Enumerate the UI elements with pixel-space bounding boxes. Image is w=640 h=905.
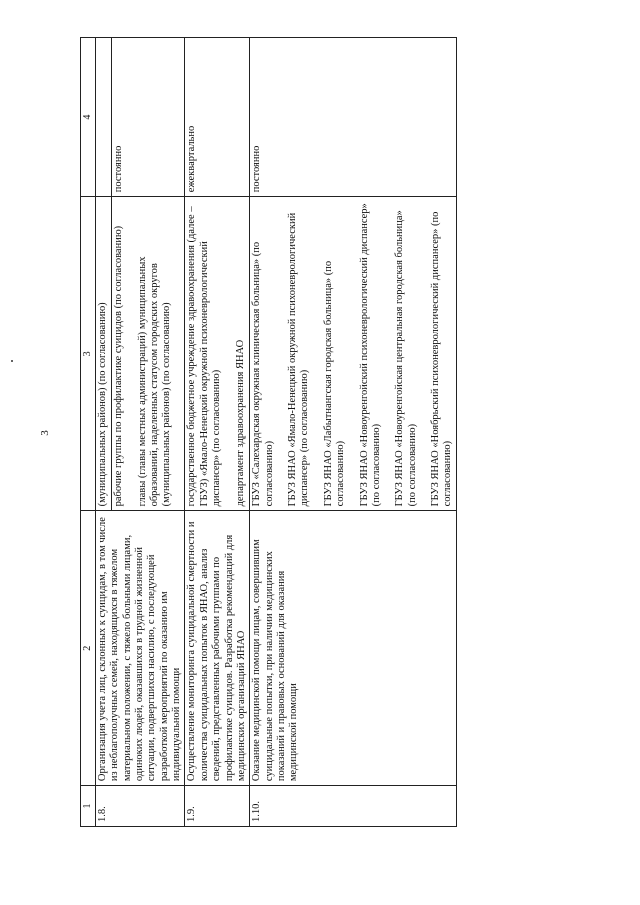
table-row — [95, 38, 112, 827]
header-col-3: 3 — [81, 197, 96, 511]
table-row — [185, 38, 250, 827]
executor-item: государственное бюджетное учреждение здравоохранения (далее – ГБУЗ) «Ямало-Ненецкий окружной психоневрологический диспансер» (по согласованию) — [186, 206, 223, 507]
row-number: 1.9. — [185, 786, 250, 827]
executor-item: главы (главы местных администраций) муниципальных образований, наделенных статусом городских округов (муниципальных районов) (по согласованию) — [136, 256, 173, 507]
rotated-page — [80, 37, 620, 827]
row-action: Осуществление мониторинга суицидальной смертности и количества суицидальных попыток в ЯНАО, анализ сведений, представленных рабочими группами по профилактике суицидов. Разработка рекомендаций для медицинских организаций ЯНАО — [185, 511, 250, 786]
row-executors — [185, 197, 250, 511]
row-executors — [112, 197, 185, 511]
executor-item: ГБУЗ ЯНАО «Новоуренгойская центральная городская больница» (по согласованию) — [394, 210, 418, 507]
continuation-text: (муниципальных районов) (по согласованию) — [95, 197, 112, 511]
row-term: постоянно — [112, 38, 185, 197]
executor-item: ГБУЗ ЯНАО «Лабытнангская городская больница» (по согласованию) — [322, 260, 347, 507]
page-number: 3 — [38, 430, 51, 436]
row-term: постоянно — [250, 38, 457, 197]
header-col-2: 2 — [81, 511, 96, 786]
table-row — [250, 38, 457, 827]
row-term: ежеквартально — [185, 38, 250, 197]
row-action: Организация учета лиц, склонных к суицидам, в том числе из неблагополучных семей, находящихся в тяжелом материальном положении, с тяжело больными лицами, одиноких людей, оказавшихся в трудной жизненной ситуации, подвергшихся насилию, с последующей разработкой мероприятий по оказанию им индивидуальной помощи — [95, 511, 185, 786]
executor-item: рабочие группы по профилактике суицидов (по согласованию) — [113, 225, 125, 507]
row-action: Оказание медицинской помощи лицам, совершившим суицидальные попытки, при наличии медицинских показаний и правовых оснований для оказания медицинской помощи — [250, 511, 457, 786]
row-executors — [250, 197, 457, 511]
empty-cell — [95, 38, 112, 197]
row-number: 1.8. — [95, 786, 185, 827]
executor-item: ГБУЗ ЯНАО «Новоуренгойский психоневрологический диспансер» (по согласованию) — [358, 203, 382, 507]
scan-speck — [11, 360, 13, 362]
executor-item: ГБУЗ ЯНАО «Ямало-Ненецкий окружной психоневрологический диспансер» (по согласованию) — [287, 212, 311, 507]
executor-item: департамент здравоохранения ЯНАО — [234, 339, 246, 507]
executor-item: ГБУЗ ЯНАО «Ноябрьский психоневрологический диспансер» (по согласованию) — [430, 211, 454, 507]
header-row — [81, 38, 96, 827]
header-col-4: 4 — [81, 38, 96, 197]
header-col-1: 1 — [81, 786, 96, 827]
measures-table — [80, 37, 457, 827]
executor-item: ГБУЗ «Салехардская окружная клиническая больница» (по согласованию) — [251, 241, 275, 507]
row-number: 1.10. — [250, 786, 457, 827]
